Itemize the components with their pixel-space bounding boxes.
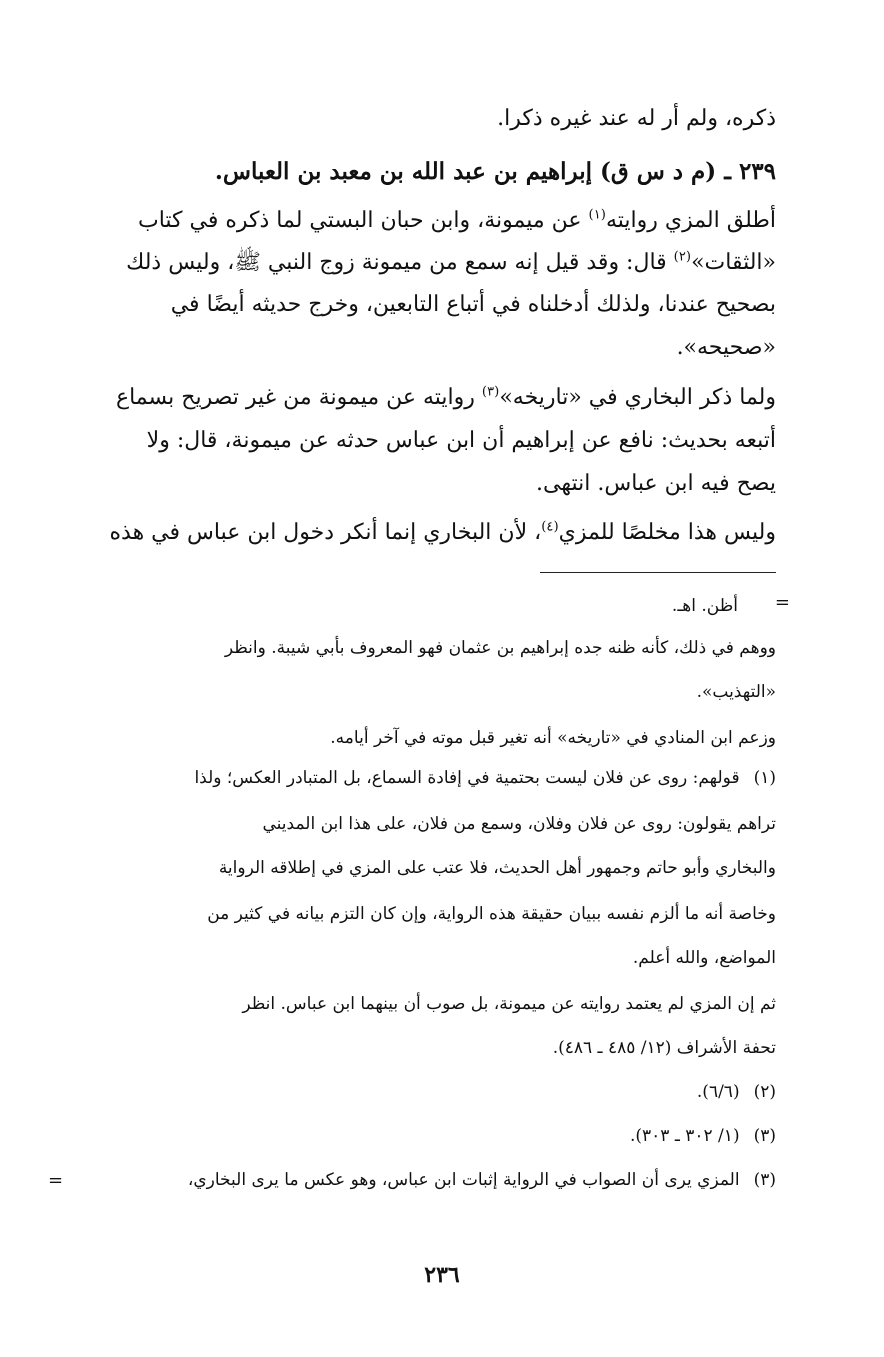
footnote-ref-2[interactable]: (٢) [673, 249, 692, 265]
continuation-mark-bottom: = [48, 1170, 64, 1191]
footnote-2-number: (٢) [753, 1082, 776, 1102]
body-line-continuation: ذكره، ولم أر له عند غيره ذكرا. [497, 106, 776, 131]
footnote-1-number: (١) [753, 768, 776, 788]
footnote-separator [540, 572, 776, 573]
footnote-3-number: (٣) [753, 1126, 776, 1146]
footnote-2: (٢)(٦/٦). [696, 1082, 776, 1102]
paragraph-2-line-3: يصح فيه ابن عباس. انتهى. [536, 471, 776, 496]
paragraph-1-line-2: «الثقات»$^{(٢)}$ قال: وقد قيل إنه سمع من ميمونة زوج النبي ﷺ، وليس ذلك [126, 249, 776, 275]
footnote-1-line-5: المواضع، والله أعلم. [632, 948, 776, 968]
footnote-1-line-7: تحفة الأشراف (١٢/ ٤٨٥ ـ ٤٨٦). [552, 1038, 776, 1058]
footnote-3: (٣)(١/ ٣٠٢ ـ ٣٠٣). [630, 1126, 776, 1146]
entry-heading: ٢٣٩ ـ (م د س ق) إبراهيم بن عبد الله بن معبد بن العباس. [214, 158, 776, 185]
paragraph-1-line-3: بصحيح عندنا، ولذلك أدخلناه في أتباع التابعين، وخرج حديثه أيضًا في [170, 292, 776, 317]
footnote-1-line-1: (١)قولهم: روى عن فلان ليست بحتمية في إفادة السماع، بل المتبادر العكس؛ ولذا [194, 768, 776, 788]
footnote-ref-1[interactable]: (١) [588, 207, 606, 223]
footnote-continued-line-2: ووهم في ذلك، كأنه ظنه جده إبراهيم بن عثمان فهو المعروف بأبي شيبة. وانظر [224, 638, 776, 658]
footnote-continued-line-3: «التهذيب». [696, 682, 776, 702]
footnote-1-line-4: وخاصة أنه ما ألزم نفسه ببيان حقيقة هذه الرواية، وإن كان التزم بيانه في كثير من [207, 904, 776, 924]
continuation-mark-top: = [774, 592, 790, 613]
footnote-1-line-2: تراهم يقولون: روى عن فلان وفلان، وسمع من فلان، على هذا ابن المديني [262, 814, 776, 834]
footnote-4-number: (٣) [753, 1170, 776, 1190]
paragraph-3-line-1: وليس هذا مخلصًا للمزي$^{(٤)}$، لأن البخاري إنما أنكر دخول ابن عباس في هذه [109, 519, 776, 545]
page-number: ٢٣٦ [424, 1262, 460, 1288]
footnote-1-line-6: ثم إن المزي لم يعتمد روايته عن ميمونة، بل صوب أن بينهما ابن عباس. انظر [242, 994, 776, 1014]
paragraph-1-line-4: «صحيحه». [676, 335, 776, 360]
footnote-continued-line-4: وزعم ابن المنادي في «تاريخه» أنه تغير قبل موته في آخر أيامه. [330, 728, 776, 748]
paragraph-2-line-1: ولما ذكر البخاري في «تاريخه»$^{(٣)}$ روايته عن ميمونة من غير تصريح بسماع [115, 384, 776, 410]
footnote-1-line-3: والبخاري وأبو حاتم وجمهور أهل الحديث، فلا عتب على المزي في إطلاقه الرواية [218, 858, 776, 878]
footnote-ref-4[interactable]: (٤) [541, 519, 559, 535]
footnote-ref-3[interactable]: (٣) [481, 384, 500, 400]
paragraph-1-line-1: أطلق المزي روايته$^{(١)}$ عن ميمونة، وابن حبان البستي لما ذكره في كتاب [137, 207, 776, 233]
footnote-4: (٣)المزي يرى أن الصواب في الرواية إثبات ابن عباس، وهو عكس ما يرى البخاري، [187, 1170, 776, 1190]
paragraph-2-line-2: أتبعه بحديث: نافع عن إبراهيم أن ابن عباس حدثه عن ميمونة، قال: ولا [146, 428, 776, 453]
footnote-continued-line-1: أظن. اهـ. [671, 596, 738, 616]
